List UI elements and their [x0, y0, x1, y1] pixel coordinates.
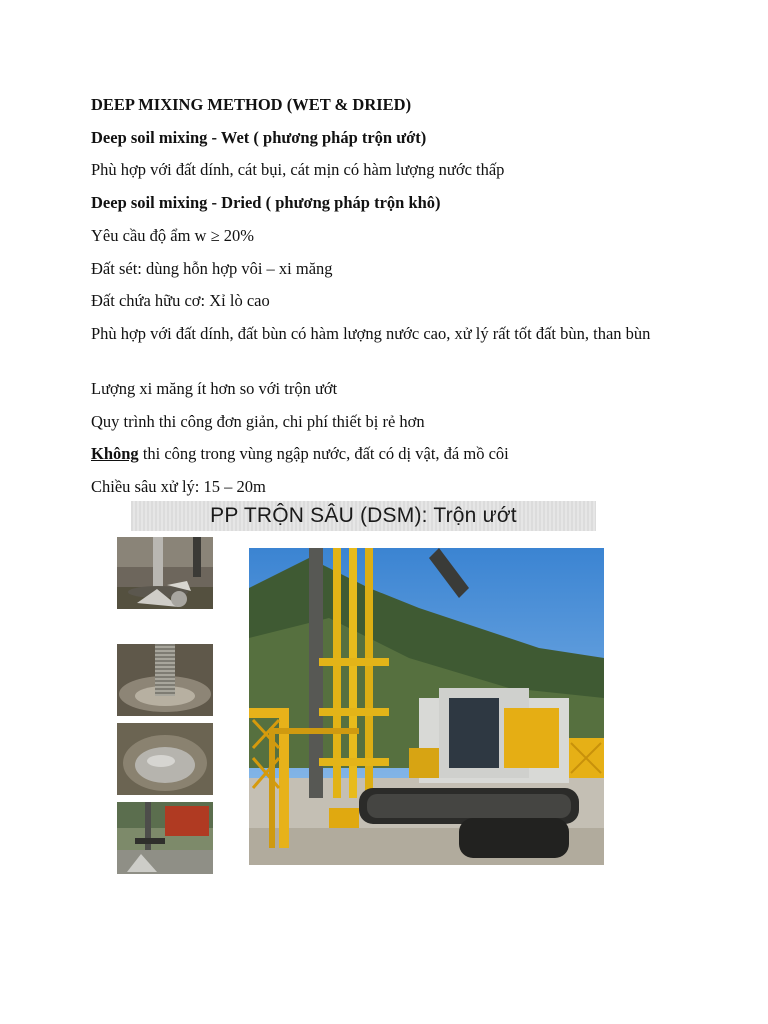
clay-soil-note: Đất sét: dùng hỗn hợp vôi – xi măng	[91, 259, 333, 278]
photo-soil-column	[117, 644, 213, 716]
process-note: Quy trình thi công đơn giản, chi phí thiết bị rẻ hơn	[91, 412, 425, 431]
suitability-note: Phù hợp với đất dính, đất bùn có hàm lượng nước cao, xử lý rất tốt đất bùn, than bùn	[91, 324, 651, 343]
restriction-note	[91, 443, 509, 465]
restriction-emphasis: Không	[91, 444, 139, 463]
photo-mixing-rig	[249, 548, 604, 865]
figure-banner-title: PP TRỘN SÂU (DSM): Trộn ướt	[210, 504, 517, 527]
treatment-depth: Chiều sâu xử lý: 15 – 20m	[91, 477, 266, 496]
dried-method-title: Deep soil mixing - Dried ( phương pháp trộn khô)	[91, 193, 441, 212]
document-heading: DEEP MIXING METHOD (WET & DRIED)	[91, 95, 412, 114]
restriction-text: thi công trong vùng ngập nước, đất có dị vật, đá mồ côi	[138, 444, 509, 463]
wet-method-description: Phù hợp với đất dính, cát bụi, cát mịn có hàm lượng nước thấp	[91, 160, 505, 179]
figure-banner	[131, 501, 596, 531]
wet-method-title: Deep soil mixing - Wet ( phương pháp trộn ướt)	[91, 128, 427, 147]
photo-auger-blades	[117, 537, 213, 609]
cement-amount-note: Lượng xi măng ít hơn so với trộn ướt	[91, 379, 338, 398]
photo-rig-spray	[117, 802, 213, 874]
organic-soil-note: Đất chứa hữu cơ: Xỉ lò cao	[91, 291, 270, 310]
photo-grout-hole	[117, 723, 213, 795]
moisture-requirement: Yêu cầu độ ẩm w ≥ 20%	[91, 226, 255, 245]
